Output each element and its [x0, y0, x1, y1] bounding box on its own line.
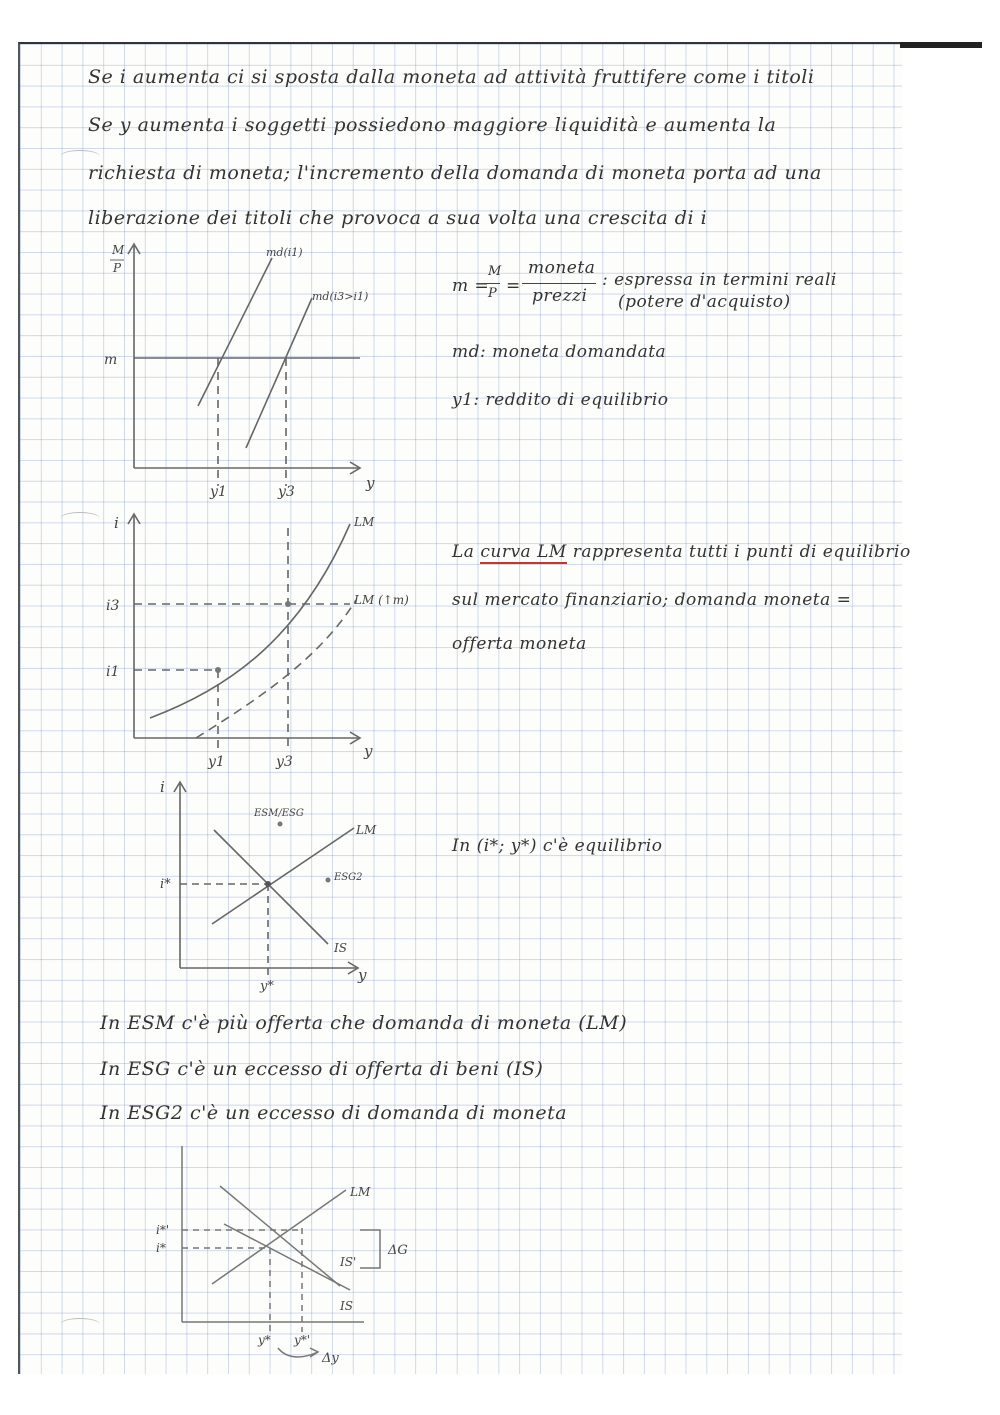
axis-label-P: P: [113, 261, 122, 275]
note-frac2-den: prezzi: [532, 286, 588, 306]
curve-label-lm: LM: [350, 1185, 371, 1199]
tick-y-star: y*: [260, 979, 274, 994]
note-lm-line3: offerta moneta: [452, 634, 587, 654]
tick-i-star-prime: i*': [156, 1223, 170, 1237]
tick-y1: y1: [210, 484, 227, 500]
tick-y1: y1: [208, 754, 225, 770]
note-md-definition: md: moneta domandata: [452, 342, 667, 362]
axis-label-M: M: [112, 243, 125, 257]
note-m-lhs: m =: [452, 276, 490, 296]
curve-label-is: IS: [340, 1299, 353, 1313]
curve-label-is: IS: [334, 941, 347, 955]
note-lm-line1: [452, 542, 911, 562]
note-eq: =: [506, 276, 521, 296]
tick-y3: y3: [278, 484, 295, 500]
tick-i-star: i*: [156, 1241, 166, 1255]
note-money-definition: [452, 258, 852, 318]
note-y1-definition: y1: reddito di equilibrio: [452, 390, 669, 410]
note-lm-line2: sul mercato finanziario; domanda moneta =: [452, 590, 852, 610]
text-line-4: liberazione dei titoli che provoca a sua volta una crescita di i: [88, 207, 708, 229]
curve-label-md-i1: md(i1): [266, 246, 303, 259]
text-line-esg: In ESG c'è un eccesso di offerta di beni (IS): [100, 1058, 544, 1080]
note-frac1-den: P: [488, 286, 498, 301]
x-axis-label-y: y: [366, 474, 375, 492]
lm-curve-graph: [100, 508, 409, 778]
binder-hole: [60, 512, 100, 525]
x-axis-label-y: y: [364, 742, 373, 760]
note-frac1-num: M: [488, 264, 502, 279]
note-frac2-num: moneta: [528, 258, 596, 278]
y-axis-label-i: i: [114, 514, 119, 532]
curve-label-lm: LM: [354, 515, 375, 529]
tick-i3: i3: [106, 598, 120, 614]
x-axis-label-y: y: [358, 966, 367, 984]
binder-hole: [60, 1318, 100, 1331]
page-edge-bar: [900, 42, 982, 48]
text-line-1: Se i aumenta ci si sposta dalla moneta ad attività fruttifere come i titoli: [88, 66, 815, 88]
curve-label-is-shifted: IS': [340, 1255, 357, 1269]
point-label-esg2: ESG2: [334, 872, 363, 883]
note-equilibrium: In (i*; y*) c'è equilibrio: [452, 836, 663, 856]
tick-y-star-prime: y*': [294, 1333, 311, 1347]
point-label-esm-esg: ESM/ESG: [254, 808, 304, 819]
money-demand-graph: [100, 238, 400, 508]
tick-i1: i1: [106, 664, 120, 680]
is-shift-graph: [150, 1138, 430, 1374]
text-line-esm: In ESM c'è più offerta che domanda di moneta (LM): [100, 1012, 628, 1034]
note-desc-line2: (potere d'acquisto): [618, 292, 791, 312]
note-lm-underlined: curva LM: [480, 542, 567, 562]
curve-label-lm: LM: [356, 823, 377, 837]
level-label-m: m: [104, 352, 118, 368]
note-lm-rest: rappresenta tutti i punti di equilibrio: [572, 542, 911, 562]
note-desc-line1: : espressa in termini reali: [602, 270, 837, 290]
label-delta-y: Δy: [322, 1351, 339, 1366]
text-line-3: richiesta di moneta; l'incremento della domanda di moneta porta ad una: [88, 162, 822, 184]
curve-label-md-i3: md(i3>i1): [312, 290, 369, 303]
text-line-2: Se y aumenta i soggetti possiedono maggiore liquidità e aumenta la: [88, 114, 777, 136]
is-lm-equilibrium-graph: [150, 776, 390, 996]
label-delta-g: ΔG: [388, 1243, 408, 1258]
tick-y-star: y*: [258, 1333, 271, 1347]
note-lm-prefix: La: [452, 542, 475, 562]
tick-i-star: i*: [160, 877, 171, 892]
y-axis-label-i: i: [160, 778, 165, 796]
curve-label-lm-shifted: LM (↑m): [354, 593, 409, 607]
text-line-esg2: In ESG2 c'è un eccesso di domanda di moneta: [100, 1102, 568, 1124]
tick-y3: y3: [276, 754, 293, 770]
